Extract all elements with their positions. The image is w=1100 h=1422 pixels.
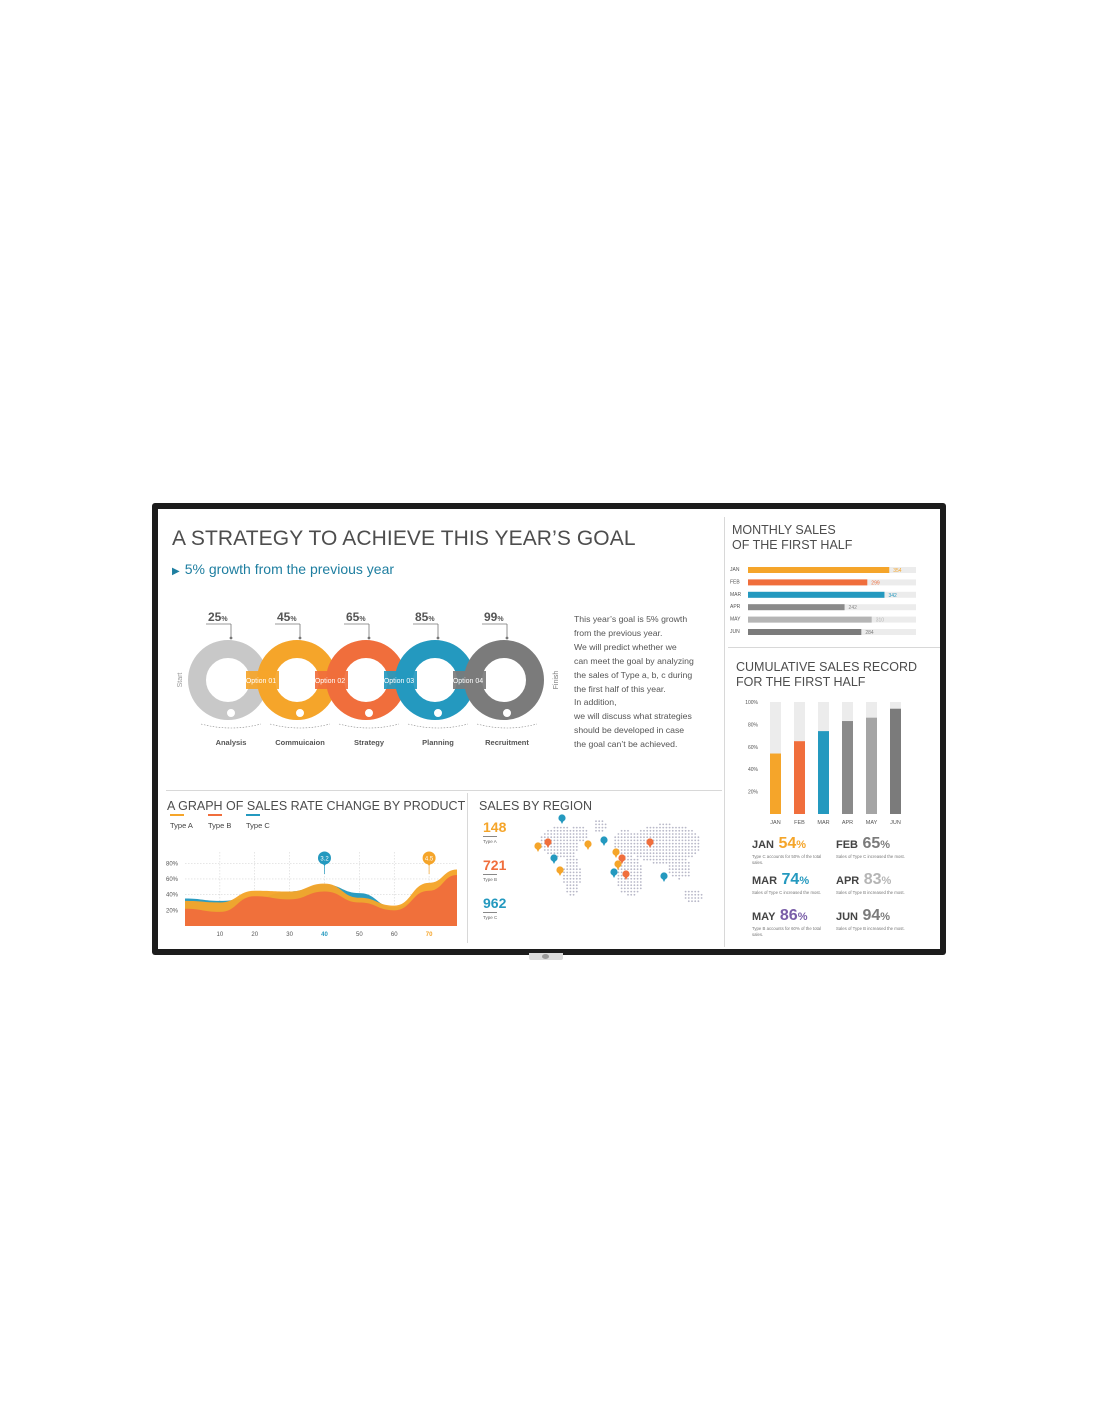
stat-value: 54 [778, 835, 797, 852]
finish-label: Finish [553, 670, 560, 690]
legend-item [170, 821, 193, 830]
legend-label: Type A [170, 821, 193, 830]
vbar-bar [890, 709, 901, 814]
stat-percent-sign: % [880, 839, 891, 851]
hbar-category-label: MAR [730, 591, 742, 598]
stat-month: FEB [836, 839, 858, 851]
vbar-category-label: JAN [770, 820, 781, 826]
map-pin-tip [546, 844, 550, 848]
hbar-bar [748, 617, 872, 623]
region-number: 962 [483, 895, 507, 911]
option-label: Option 02 [314, 678, 346, 685]
vbar-category-label: JUN [890, 820, 901, 826]
lightbulb-icon [503, 709, 512, 718]
monitor-frame [152, 503, 946, 955]
stat-note: Sales of Type C increased the most. [836, 854, 905, 859]
goal-description [574, 613, 714, 752]
lg-logo-icon [542, 954, 549, 959]
region-number: 721 [483, 857, 507, 873]
region-title: SALES BY REGION [479, 799, 593, 813]
hbar-bar [748, 604, 845, 610]
stat-note: Sales of Type B increased the most. [836, 890, 905, 895]
map-pin-tip [662, 878, 666, 882]
product-graph-title: A GRAPH OF SALES RATE CHANGE BY PRODUCT [167, 799, 466, 813]
product-area-chart [163, 844, 463, 939]
map-pin-tip [560, 820, 564, 824]
map-pin-tip [648, 844, 652, 848]
description-line: This year’s goal is 5% growth [574, 614, 688, 624]
vbar-bar [818, 731, 829, 814]
area-xtick-label: 10 [216, 932, 224, 938]
subtitle-text: 5% growth from the previous year [184, 561, 395, 577]
clock-icon [365, 709, 374, 718]
hbar-value-label: 242 [848, 605, 857, 612]
region-type-label: Type C [483, 915, 498, 920]
vbar-ytick-label: 80% [747, 722, 758, 729]
stat-value: 86 [779, 907, 798, 924]
ring-hole [414, 659, 456, 701]
stat-percent-sign: % [796, 839, 807, 851]
ring-pointer-dot [437, 637, 440, 640]
region-type-label: Type A [483, 839, 497, 844]
region-value [483, 895, 506, 920]
area-xtick-label: 30 [286, 932, 293, 938]
description-line: we will discuss what strategies [574, 711, 692, 722]
step-percent: 65% [346, 610, 366, 624]
map-pin-tip [552, 860, 556, 864]
cumulative-title: CUMULATIVE SALES RECORD FOR THE FIRST HALF [736, 660, 918, 689]
stat-value: 65 [862, 835, 881, 852]
description-line: from the previous year. [574, 627, 663, 638]
hbar-category-label: FEB [730, 579, 740, 586]
step-percent: 25% [208, 610, 228, 624]
annotation-label: 4.5 [424, 856, 434, 863]
flask-icon [296, 709, 305, 718]
step-name: Planning [422, 738, 454, 747]
vbar-ytick-label: 100% [745, 700, 758, 706]
area-xtick-label: 60 [390, 932, 398, 938]
region-underline [483, 836, 497, 837]
step-arc-arrow [201, 724, 261, 728]
vbar-ytick-label: 20% [747, 789, 758, 796]
region-underline [483, 912, 497, 913]
vbar-bar [866, 718, 877, 814]
monthly-sales-chart [728, 559, 928, 639]
database-icon [434, 709, 443, 718]
legend-item [246, 821, 270, 830]
stat-percent-sign: % [797, 911, 808, 923]
step-name: Analysis [215, 738, 247, 747]
page-title: A STRATEGY TO ACHIEVE THIS YEAR’S GOAL [172, 527, 636, 550]
stat-month: APR [836, 875, 860, 887]
area-ytick-label: 40% [166, 892, 179, 899]
hbar-value-label: 342 [888, 592, 897, 599]
stat-note: Sales of Type C increased the most. [752, 890, 821, 895]
description-line: We will predict whether we [574, 641, 677, 652]
map-pin-tip [614, 854, 618, 858]
option-label: Option 03 [383, 678, 415, 685]
stat-percent-sign: % [880, 911, 891, 923]
cumulative-sales-chart [736, 694, 916, 829]
triangle-right-icon: ▶ [172, 566, 180, 577]
money-bag-icon [227, 709, 236, 718]
region-type-label: Type B [483, 877, 498, 882]
map-pin-tip [612, 874, 616, 878]
description-line: the first half of this year. [574, 683, 666, 694]
hbar-category-label: JUN [730, 629, 740, 635]
step-arc-arrow [270, 724, 330, 728]
area-xtick-label: 40 [321, 932, 328, 938]
month-stat [836, 835, 906, 860]
area-xtick-label: 50 [356, 932, 363, 938]
divider-right-middle [728, 647, 940, 648]
world-map [530, 814, 715, 924]
map-pin-tip [536, 848, 540, 852]
map-pin-tip [616, 866, 620, 870]
hbar-value-label: 299 [871, 580, 880, 587]
vbar-ytick-label: 40% [747, 767, 758, 774]
hbar-value-label: 354 [893, 568, 902, 574]
stat-value: 94 [862, 907, 881, 924]
ring-hole [276, 659, 318, 701]
region-underline [483, 874, 497, 875]
hbar-bar [748, 579, 867, 585]
region-value [483, 819, 506, 844]
vbar-ytick-label: 60% [747, 744, 758, 751]
legend-item [208, 821, 231, 830]
hbar-category-label: JAN [730, 567, 740, 573]
step-arc-arrow [477, 724, 537, 728]
legend-swatch [208, 814, 222, 816]
step-name: Recruitment [485, 738, 529, 747]
stat-percent-sign: % [799, 875, 810, 887]
divider-vertical-right [724, 517, 725, 947]
stat-month: MAR [752, 875, 778, 887]
ring-pointer-dot [299, 637, 302, 640]
month-stat [836, 907, 906, 932]
stat-month: MAY [752, 911, 776, 923]
vbar-category-label: MAY [865, 820, 878, 826]
hbar-category-label: APR [730, 604, 741, 611]
description-line: the sales of Type a, b, c during [574, 669, 693, 680]
legend-label: Type B [208, 821, 232, 830]
stat-month: JUN [836, 911, 859, 923]
description-line: can meet the goal by analyzing [574, 655, 694, 666]
step-arc-arrow [339, 724, 399, 728]
option-label: Option 04 [452, 678, 484, 685]
description-line: In addition, [574, 697, 617, 708]
legend-swatch [170, 814, 184, 816]
step-name: Strategy [353, 738, 385, 747]
vbar-bar [794, 741, 805, 814]
ring-hole [345, 659, 387, 701]
strategy-rings [158, 597, 578, 747]
hbar-category-label: MAY [730, 616, 741, 623]
description-line: should be developed in case [574, 725, 685, 736]
stat-note: Type C accounts for 50% of the total sales. [752, 854, 822, 865]
hbar-bar [748, 629, 861, 635]
hbar-bar [748, 567, 889, 573]
hbar-value-label: 310 [875, 617, 885, 624]
description-line: the goal can’t be achieved. [574, 739, 678, 750]
map-pin-tip [586, 846, 590, 850]
divider-vertical-bottom [467, 793, 468, 943]
region-value [483, 857, 506, 882]
stat-value: 74 [781, 871, 800, 888]
vbar-bar [842, 721, 853, 814]
vbar-category-label: FEB [794, 820, 805, 826]
stat-note: Sales of Type B increased the most. [836, 926, 905, 931]
monitor-stand [529, 953, 563, 960]
hbar-value-label: 284 [865, 630, 874, 636]
map-pin-tip [602, 842, 606, 846]
hbar-bar [748, 592, 884, 598]
ring-pointer-dot [506, 637, 509, 640]
ring-hole [483, 659, 525, 701]
area-xtick-label: 20 [251, 932, 259, 938]
option-label: Option 01 [245, 678, 277, 685]
legend-label: Type C [246, 821, 270, 830]
stat-note: Type B accounts for 60% of the total sales. [752, 926, 822, 937]
area-ytick-label: 20% [166, 908, 179, 915]
step-arc-arrow [408, 724, 468, 728]
legend-swatch [246, 814, 260, 816]
ring-hole [207, 659, 249, 701]
step-percent: 45% [277, 610, 297, 624]
area-ytick-label: 60% [166, 876, 179, 883]
vbar-category-label: APR [841, 820, 854, 826]
stat-percent-sign: % [881, 875, 892, 887]
stat-month: JAN [752, 839, 775, 851]
map-pin-tip [558, 872, 562, 876]
vbar-bar [770, 754, 781, 814]
region-number: 148 [483, 819, 507, 835]
stat-value: 83 [863, 871, 882, 888]
area-xtick-label: 70 [425, 932, 433, 938]
page-subtitle [172, 561, 394, 577]
monthly-sales-title: MONTHLY SALES OF THE FIRST HALF [732, 523, 853, 552]
ring-pointer-dot [230, 637, 233, 640]
start-label: Start [177, 672, 184, 688]
step-percent: 99% [484, 610, 504, 624]
divider-bottom-left [166, 790, 722, 791]
step-percent: 85% [415, 610, 435, 624]
month-stat [752, 871, 822, 896]
month-stat [752, 835, 822, 865]
month-stat [836, 871, 906, 896]
ring-pointer-dot [368, 637, 371, 640]
area-ytick-label: 80% [166, 861, 179, 868]
step-name: Commuicaion [275, 738, 325, 747]
display-screen [158, 509, 940, 949]
area-series [185, 875, 457, 926]
vbar-category-label: MAR [817, 820, 830, 826]
annotation-label: 3.2 [320, 856, 329, 863]
month-stat [752, 907, 822, 937]
